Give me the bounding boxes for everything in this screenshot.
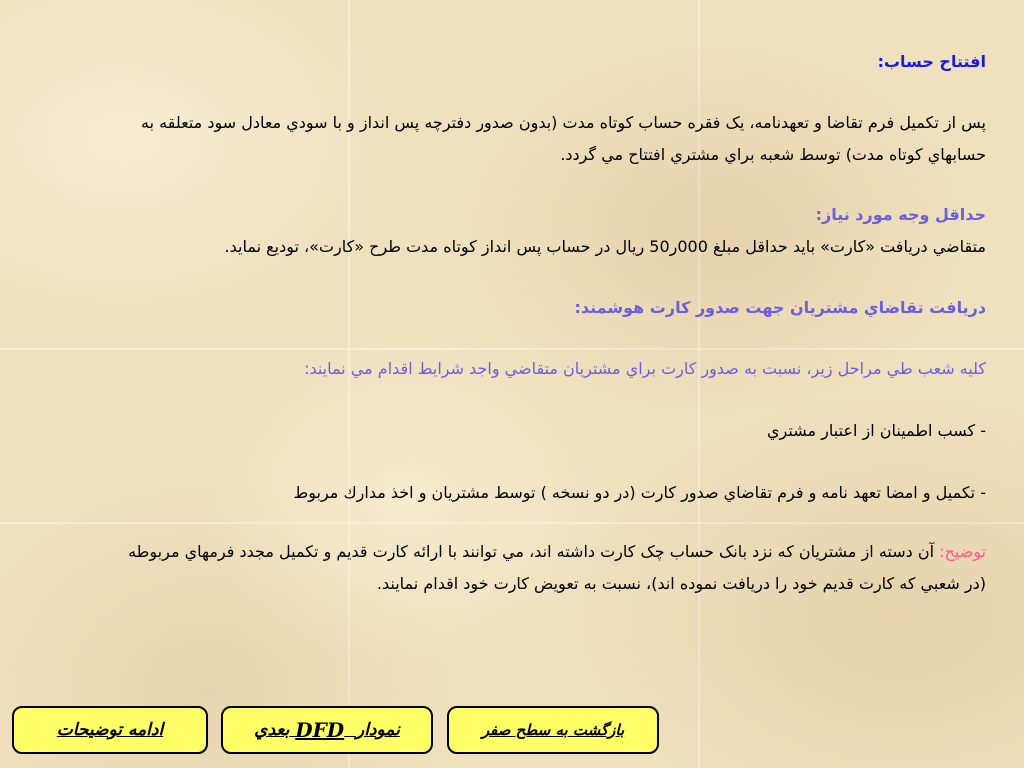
next-dfd-diagram-button[interactable]	[221, 706, 433, 754]
request-step-2-text: - تكميل و امضا تعهد نامه و فرم تقاضاي صدور كارت (در دو نسخه ) توسط مشتريان و اخذ مدارك مربوط	[293, 483, 986, 502]
next-dfd-code: DFD	[295, 718, 345, 742]
continue-explanations-label: ادامه توضيحات	[56, 720, 164, 740]
note-section	[56, 536, 986, 600]
request-title	[56, 292, 986, 324]
back-to-level-zero-button[interactable]	[447, 706, 659, 754]
note-line-2: (در شعبي كه كارت قديم خود را دريافت نموده اند)، نسبت به تعويض كارت خود اقدام نمايند.	[376, 574, 986, 593]
request-step-1	[56, 415, 986, 447]
continue-explanations-button[interactable]	[12, 706, 208, 754]
note-label: توضيح:	[939, 542, 986, 561]
note-line-1	[56, 536, 986, 568]
next-dfd-word: نمودار	[355, 720, 400, 740]
request-step-2	[56, 477, 986, 509]
request-step-1-text: - كسب اطمينان از اعتبار مشتري	[767, 421, 986, 440]
opening-title	[56, 46, 986, 78]
request-title-text: دريافت تقاضاي مشتريان جهت صدور كارت هوشمند:	[574, 298, 986, 317]
request-intro-text: كليه شعب طي مراحل زير، نسبت به صدور كارت براي مشتريان متقاضي واجد شرايط اقدام مي نمايند:	[304, 359, 986, 378]
request-intro	[56, 353, 986, 385]
minimum-body: متقاضي دريافت «كارت» بايد حداقل مبلغ 000ر50 ريال در حساب پس انداز كوتاه مدت طرح «كارت»، توديع نمايد.	[224, 237, 986, 256]
note-line-1-text: آن دسته از مشتريان كه نزد بانک حساب چک كارت داشته اند، مي توانند با ارائه كارت قديم و تكميل مجدد فرمهاي مربوطه	[128, 542, 940, 561]
back-to-level-zero-label: بازگشت به سطح صفر	[481, 721, 625, 739]
opening-title-text: افتتاح حساب:	[877, 52, 986, 71]
opening-body-line-1: پس از تكميل فرم تقاضا و تعهدنامه، يک فقره حساب كوتاه مدت (بدون صدور دفترچه پس انداز و با سودي معادل سود متعلقه به	[141, 113, 986, 132]
next-dfd-after: بعدي	[254, 720, 290, 740]
minimum-section	[56, 199, 986, 263]
opening-body-line-2: حسابهاي كوتاه مدت) توسط شعبه براي مشتري افتتاح مي گردد.	[560, 145, 986, 164]
minimum-title: حداقل وجه مورد نياز:	[815, 205, 986, 224]
opening-body	[56, 107, 986, 171]
